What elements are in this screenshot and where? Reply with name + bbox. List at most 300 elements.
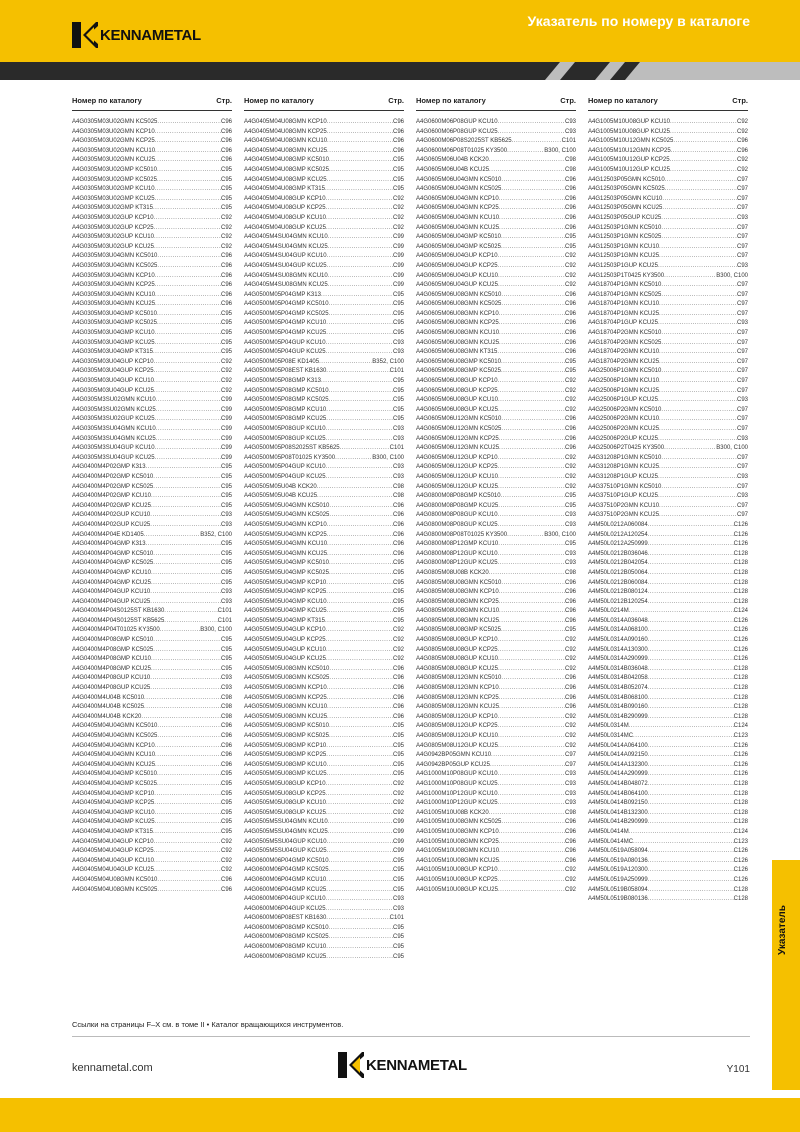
page-reference[interactable]: C92	[564, 464, 576, 471]
page-reference[interactable]: C96	[220, 733, 232, 739]
page-reference[interactable]: C95	[392, 944, 404, 951]
page-reference[interactable]: C92	[220, 358, 232, 365]
page-reference[interactable]: C101	[217, 608, 232, 615]
page-reference[interactable]: C92	[564, 406, 576, 413]
page-reference[interactable]: C96	[564, 704, 576, 711]
page-reference[interactable]: B300, C100	[372, 454, 404, 461]
page-reference[interactable]: C97	[736, 205, 748, 212]
page-reference[interactable]: C95	[220, 339, 232, 346]
page-reference[interactable]: C99	[220, 426, 232, 432]
page-reference[interactable]: C95	[392, 378, 404, 385]
page-reference[interactable]: C99	[220, 416, 232, 423]
page-reference[interactable]: C96	[564, 320, 576, 327]
page-reference[interactable]: C128	[733, 790, 748, 797]
page-reference[interactable]: C128	[733, 886, 748, 893]
page-reference[interactable]: C96	[564, 186, 576, 193]
page-reference[interactable]: C93	[564, 521, 576, 528]
page-reference[interactable]: C96	[392, 694, 404, 701]
page-reference[interactable]: C92	[564, 713, 576, 720]
page-reference[interactable]: C96	[220, 253, 232, 260]
page-reference[interactable]: C96	[564, 579, 576, 586]
page-reference[interactable]: B300, C100	[716, 272, 748, 279]
page-reference[interactable]: C96	[392, 138, 404, 145]
page-reference[interactable]: C97	[736, 176, 748, 183]
page-reference[interactable]: C95	[564, 243, 576, 250]
page-reference[interactable]: C95	[220, 186, 232, 193]
page-reference[interactable]: C101	[217, 617, 232, 624]
page-reference[interactable]: C93	[564, 780, 576, 787]
page-reference[interactable]: C99	[392, 234, 404, 241]
page-reference[interactable]: C126	[733, 627, 748, 634]
page-reference[interactable]: C96	[392, 521, 404, 528]
page-reference[interactable]: C95	[220, 464, 232, 471]
page-reference[interactable]: C99	[220, 435, 232, 442]
page-reference[interactable]: C128	[733, 598, 748, 605]
page-reference[interactable]: C93	[736, 397, 748, 404]
page-reference[interactable]: C92	[392, 646, 404, 653]
page-reference[interactable]: C96	[220, 157, 232, 164]
page-reference[interactable]: C99	[220, 454, 232, 461]
page-reference[interactable]: C96	[564, 205, 576, 212]
page-reference[interactable]: C97	[736, 426, 748, 432]
page-reference[interactable]: C126	[733, 531, 748, 538]
page-reference[interactable]: C92	[564, 867, 576, 874]
page-reference[interactable]: C101	[389, 445, 404, 452]
page-reference[interactable]: C93	[736, 262, 748, 269]
page-reference[interactable]: C95	[220, 800, 232, 807]
page-reference[interactable]: C93	[564, 512, 576, 519]
page-reference[interactable]: C96	[392, 502, 404, 509]
page-reference[interactable]: C97	[736, 387, 748, 394]
page-reference[interactable]: C92	[220, 234, 232, 241]
page-reference[interactable]: C96	[392, 713, 404, 720]
page-reference[interactable]: C98	[564, 569, 576, 576]
page-reference[interactable]: C99	[220, 445, 232, 452]
page-reference[interactable]: C93	[220, 598, 232, 605]
page-reference[interactable]: C92	[392, 627, 404, 634]
page-reference[interactable]: C95	[220, 771, 232, 778]
page-reference[interactable]: C95	[392, 186, 404, 193]
page-reference[interactable]: C128	[733, 704, 748, 711]
page-reference[interactable]: C126	[733, 521, 748, 528]
page-reference[interactable]: C97	[736, 483, 748, 490]
page-reference[interactable]: C95	[220, 176, 232, 183]
page-reference[interactable]: C93	[564, 790, 576, 797]
page-reference[interactable]: C96	[564, 310, 576, 317]
page-reference[interactable]: C96	[564, 848, 576, 855]
page-reference[interactable]: C95	[220, 646, 232, 653]
page-reference[interactable]: C126	[733, 646, 748, 653]
page-reference[interactable]: C98	[220, 694, 232, 701]
page-reference[interactable]: C95	[220, 560, 232, 567]
page-reference[interactable]: C92	[736, 119, 748, 125]
page-reference[interactable]: C126	[733, 857, 748, 864]
page-reference[interactable]: C99	[392, 838, 404, 845]
page-reference[interactable]: C92	[392, 205, 404, 212]
page-reference[interactable]: C93	[392, 339, 404, 346]
page-reference[interactable]: C92	[220, 214, 232, 221]
page-reference[interactable]: C99	[392, 243, 404, 250]
page-reference[interactable]: C92	[220, 867, 232, 874]
page-reference[interactable]: C92	[564, 665, 576, 672]
page-reference[interactable]: C95	[220, 809, 232, 816]
page-reference[interactable]: C92	[392, 637, 404, 644]
page-reference[interactable]: C97	[736, 243, 748, 250]
page-reference[interactable]: C96	[564, 224, 576, 231]
page-reference[interactable]: C95	[220, 166, 232, 173]
page-reference[interactable]: C128	[733, 685, 748, 692]
page-reference[interactable]: C95	[220, 349, 232, 356]
page-reference[interactable]: C96	[392, 531, 404, 538]
page-reference[interactable]: C93	[564, 550, 576, 557]
page-reference[interactable]: C95	[392, 310, 404, 317]
page-reference[interactable]: C97	[736, 454, 748, 461]
page-reference[interactable]: C97	[736, 416, 748, 423]
page-reference[interactable]: C96	[564, 589, 576, 596]
page-reference[interactable]: C96	[220, 147, 232, 154]
page-reference[interactable]: C126	[733, 848, 748, 855]
page-reference[interactable]: C128	[733, 550, 748, 557]
page-reference[interactable]: C128	[733, 809, 748, 816]
page-reference[interactable]: C97	[736, 368, 748, 375]
page-reference[interactable]: C93	[564, 128, 576, 135]
page-reference[interactable]: C128	[733, 589, 748, 596]
page-reference[interactable]: C92	[220, 848, 232, 855]
page-reference[interactable]: C126	[733, 876, 748, 883]
page-reference[interactable]: C96	[564, 330, 576, 337]
page-reference[interactable]: C95	[220, 195, 232, 202]
page-reference[interactable]: B352, C100	[372, 358, 404, 365]
page-reference[interactable]: C97	[736, 339, 748, 346]
page-reference[interactable]: C95	[392, 608, 404, 615]
page-reference[interactable]: C95	[392, 397, 404, 404]
page-reference[interactable]: C96	[220, 128, 232, 135]
page-reference[interactable]: C93	[736, 320, 748, 327]
page-reference[interactable]: C93	[392, 464, 404, 471]
page-reference[interactable]: C95	[220, 310, 232, 317]
page-reference[interactable]: C92	[564, 733, 576, 739]
page-reference[interactable]: C99	[392, 828, 404, 835]
page-reference[interactable]: C95	[392, 569, 404, 576]
page-reference[interactable]: C126	[733, 761, 748, 768]
page-reference[interactable]: C92	[564, 454, 576, 461]
page-reference[interactable]: B300, C100	[544, 147, 576, 154]
page-reference[interactable]: C95	[220, 828, 232, 835]
page-reference[interactable]: C99	[392, 262, 404, 269]
page-reference[interactable]: C98	[564, 166, 576, 173]
page-reference[interactable]: C95	[392, 733, 404, 739]
page-reference[interactable]: C96	[220, 876, 232, 883]
page-reference[interactable]: C93	[564, 119, 576, 125]
page-reference[interactable]: B300, C100	[200, 627, 232, 634]
page-reference[interactable]: C92	[564, 742, 576, 749]
page-reference[interactable]: C95	[392, 157, 404, 164]
page-reference[interactable]: C95	[564, 358, 576, 365]
page-reference[interactable]: C93	[736, 493, 748, 500]
page-reference[interactable]: C96	[220, 282, 232, 289]
page-reference[interactable]: C93	[736, 435, 748, 442]
page-reference[interactable]: C99	[220, 406, 232, 413]
page-reference[interactable]: C123	[733, 838, 748, 845]
page-reference[interactable]: C126	[733, 656, 748, 663]
page-reference[interactable]: C95	[220, 637, 232, 644]
page-reference[interactable]: B300, C100	[716, 445, 748, 452]
page-reference[interactable]: C95	[220, 502, 232, 509]
page-reference[interactable]: C92	[220, 387, 232, 394]
page-reference[interactable]: C96	[564, 291, 576, 298]
page-reference[interactable]: C93	[392, 896, 404, 903]
page-reference[interactable]: C95	[564, 368, 576, 375]
page-reference[interactable]: C92	[392, 224, 404, 231]
page-reference[interactable]: C101	[389, 915, 404, 922]
page-reference[interactable]: C97	[564, 752, 576, 759]
page-reference[interactable]: C97	[736, 358, 748, 365]
page-reference[interactable]: C95	[392, 752, 404, 759]
page-reference[interactable]: C126	[733, 637, 748, 644]
page-reference[interactable]: C92	[736, 166, 748, 173]
page-reference[interactable]: C95	[220, 819, 232, 826]
page-reference[interactable]: C128	[733, 800, 748, 807]
page-reference[interactable]: C96	[392, 119, 404, 125]
page-reference[interactable]: C96	[564, 349, 576, 356]
page-reference[interactable]: C96	[564, 694, 576, 701]
page-reference[interactable]: C96	[220, 272, 232, 279]
page-reference[interactable]: C97	[736, 291, 748, 298]
page-reference[interactable]: C96	[220, 752, 232, 759]
page-reference[interactable]: B352, C100	[200, 531, 232, 538]
page-reference[interactable]: C93	[392, 435, 404, 442]
page-reference[interactable]: C95	[392, 953, 404, 960]
page-reference[interactable]: C93	[736, 473, 748, 480]
page-reference[interactable]: C95	[220, 790, 232, 797]
page-reference[interactable]: C95	[220, 780, 232, 787]
page-reference[interactable]: C92	[392, 656, 404, 663]
page-reference[interactable]: C95	[220, 493, 232, 500]
page-reference[interactable]: C92	[564, 646, 576, 653]
page-reference[interactable]: C126	[733, 617, 748, 624]
page-reference[interactable]: C92	[564, 262, 576, 269]
page-reference[interactable]: C95	[392, 934, 404, 941]
page-reference[interactable]: C93	[564, 560, 576, 567]
page-reference[interactable]: C96	[564, 598, 576, 605]
page-reference[interactable]: C123	[733, 733, 748, 739]
page-reference[interactable]: C92	[220, 838, 232, 845]
page-reference[interactable]: C99	[392, 272, 404, 279]
page-reference[interactable]: C128	[733, 569, 748, 576]
page-reference[interactable]: C95	[392, 723, 404, 730]
page-reference[interactable]: C128	[733, 896, 748, 903]
page-reference[interactable]: C95	[392, 598, 404, 605]
page-reference[interactable]: C99	[392, 819, 404, 826]
page-reference[interactable]: C97	[736, 310, 748, 317]
page-reference[interactable]: C95	[392, 406, 404, 413]
page-reference[interactable]: C95	[392, 589, 404, 596]
page-reference[interactable]: C92	[564, 886, 576, 893]
page-reference[interactable]: C96	[564, 195, 576, 202]
page-reference[interactable]: C97	[736, 224, 748, 231]
page-reference[interactable]: C95	[392, 617, 404, 624]
page-reference[interactable]: C95	[392, 320, 404, 327]
page-reference[interactable]: C96	[220, 119, 232, 125]
page-reference[interactable]: C95	[220, 473, 232, 480]
page-reference[interactable]: C95	[392, 291, 404, 298]
page-reference[interactable]: C96	[220, 723, 232, 730]
page-reference[interactable]: C95	[392, 876, 404, 883]
page-reference[interactable]: C93	[220, 521, 232, 528]
page-reference[interactable]: C93	[564, 800, 576, 807]
page-reference[interactable]: C95	[220, 665, 232, 672]
page-reference[interactable]: C96	[220, 301, 232, 308]
page-reference[interactable]: C93	[392, 473, 404, 480]
page-reference[interactable]: C92	[220, 243, 232, 250]
page-reference[interactable]: C101	[389, 368, 404, 375]
page-reference[interactable]: C96	[220, 761, 232, 768]
page-reference[interactable]: C96	[220, 886, 232, 893]
page-reference[interactable]: C92	[220, 857, 232, 864]
page-reference[interactable]: C96	[564, 339, 576, 346]
page-reference[interactable]: C92	[564, 397, 576, 404]
page-reference[interactable]: C99	[392, 282, 404, 289]
page-reference[interactable]: C96	[736, 147, 748, 154]
page-reference[interactable]: C128	[733, 713, 748, 720]
page-reference[interactable]: C97	[736, 378, 748, 385]
page-reference[interactable]: C97	[736, 234, 748, 241]
page-reference[interactable]: C126	[733, 541, 748, 548]
page-reference[interactable]: C95	[392, 771, 404, 778]
page-reference[interactable]: C96	[392, 665, 404, 672]
page-reference[interactable]: C95	[564, 493, 576, 500]
page-reference[interactable]: C96	[564, 819, 576, 826]
page-reference[interactable]: C126	[733, 752, 748, 759]
page-reference[interactable]: C97	[736, 406, 748, 413]
page-reference[interactable]: C98	[564, 157, 576, 164]
page-reference[interactable]: C92	[564, 378, 576, 385]
page-reference[interactable]: C96	[392, 675, 404, 682]
page-reference[interactable]: C95	[392, 387, 404, 394]
page-reference[interactable]: C92	[564, 637, 576, 644]
page-reference[interactable]: C96	[564, 445, 576, 452]
page-reference[interactable]: C99	[392, 253, 404, 260]
page-reference[interactable]: C95	[392, 416, 404, 423]
page-reference[interactable]: C126	[733, 742, 748, 749]
page-reference[interactable]: C92	[736, 157, 748, 164]
page-reference[interactable]: C92	[564, 272, 576, 279]
page-reference[interactable]: C97	[736, 349, 748, 356]
page-reference[interactable]: C97	[736, 253, 748, 260]
page-reference[interactable]: C95	[392, 867, 404, 874]
page-reference[interactable]: C92	[564, 723, 576, 730]
page-reference[interactable]: C128	[733, 694, 748, 701]
page-reference[interactable]: C93	[736, 214, 748, 221]
page-reference[interactable]: C101	[561, 138, 576, 145]
page-reference[interactable]: C96	[564, 426, 576, 432]
page-reference[interactable]: C98	[220, 713, 232, 720]
page-reference[interactable]: C97	[564, 761, 576, 768]
page-reference[interactable]: C95	[220, 656, 232, 663]
page-reference[interactable]: C96	[392, 128, 404, 135]
page-reference[interactable]: C99	[392, 848, 404, 855]
page-reference[interactable]: C95	[220, 579, 232, 586]
page-reference[interactable]: C95	[564, 234, 576, 241]
page-reference[interactable]: C92	[392, 195, 404, 202]
page-reference[interactable]: C96	[392, 685, 404, 692]
page-reference[interactable]: C96	[564, 828, 576, 835]
page-reference[interactable]: C96	[564, 608, 576, 615]
page-reference[interactable]: C98	[220, 704, 232, 711]
page-reference[interactable]: C96	[220, 262, 232, 269]
page-reference[interactable]: C92	[392, 790, 404, 797]
page-reference[interactable]: C97	[736, 301, 748, 308]
page-reference[interactable]: C95	[220, 569, 232, 576]
page-reference[interactable]: C128	[733, 560, 748, 567]
page-reference[interactable]: C95	[392, 742, 404, 749]
page-reference[interactable]: C92	[392, 809, 404, 816]
page-reference[interactable]: C96	[564, 176, 576, 183]
page-reference[interactable]: C93	[220, 685, 232, 692]
page-reference[interactable]: C95	[392, 560, 404, 567]
page-reference[interactable]: C95	[392, 579, 404, 586]
page-reference[interactable]: C96	[220, 138, 232, 145]
page-reference[interactable]: C93	[220, 589, 232, 596]
page-reference[interactable]: C92	[564, 656, 576, 663]
page-reference[interactable]: C95	[392, 924, 404, 931]
page-reference[interactable]: C95	[392, 301, 404, 308]
page-reference[interactable]: C124	[733, 723, 748, 730]
page-reference[interactable]: C92	[220, 378, 232, 385]
page-reference[interactable]: C93	[392, 426, 404, 432]
page-reference[interactable]: C93	[220, 512, 232, 519]
page-reference[interactable]: C93	[392, 905, 404, 912]
page-reference[interactable]: C99	[220, 397, 232, 404]
page-reference[interactable]: C92	[736, 128, 748, 135]
page-reference[interactable]: C95	[564, 502, 576, 509]
page-reference[interactable]: C95	[220, 541, 232, 548]
page-reference[interactable]: C95	[392, 886, 404, 893]
page-reference[interactable]: C96	[564, 857, 576, 864]
page-reference[interactable]: C97	[736, 186, 748, 193]
page-reference[interactable]: C92	[564, 253, 576, 260]
page-reference[interactable]: C96	[564, 435, 576, 442]
page-reference[interactable]: C98	[564, 809, 576, 816]
page-reference[interactable]: C96	[564, 301, 576, 308]
page-reference[interactable]: C96	[392, 541, 404, 548]
page-reference[interactable]: C92	[564, 387, 576, 394]
page-reference[interactable]: C128	[733, 675, 748, 682]
page-reference[interactable]: C124	[733, 828, 748, 835]
page-reference[interactable]: C96	[392, 704, 404, 711]
page-reference[interactable]: C93	[564, 771, 576, 778]
page-reference[interactable]: C126	[733, 771, 748, 778]
page-reference[interactable]: C92	[564, 483, 576, 490]
page-reference[interactable]: C95	[220, 320, 232, 327]
page-reference[interactable]: C95	[392, 176, 404, 183]
page-reference[interactable]: C96	[564, 214, 576, 221]
page-reference[interactable]: C97	[736, 195, 748, 202]
page-reference[interactable]: C126	[733, 867, 748, 874]
page-reference[interactable]: C128	[733, 780, 748, 787]
page-reference[interactable]: C95	[220, 550, 232, 557]
page-reference[interactable]: C128	[733, 819, 748, 826]
page-reference[interactable]: C98	[392, 493, 404, 500]
page-reference[interactable]: C97	[736, 282, 748, 289]
page-reference[interactable]: C96	[392, 147, 404, 154]
page-reference[interactable]: B300, C100	[544, 531, 576, 538]
website-link[interactable]: kennametal.com	[72, 1062, 153, 1074]
page-reference[interactable]: C95	[392, 330, 404, 337]
page-reference[interactable]: C96	[564, 416, 576, 423]
page-reference[interactable]: C97	[736, 502, 748, 509]
page-reference[interactable]: C128	[733, 579, 748, 586]
